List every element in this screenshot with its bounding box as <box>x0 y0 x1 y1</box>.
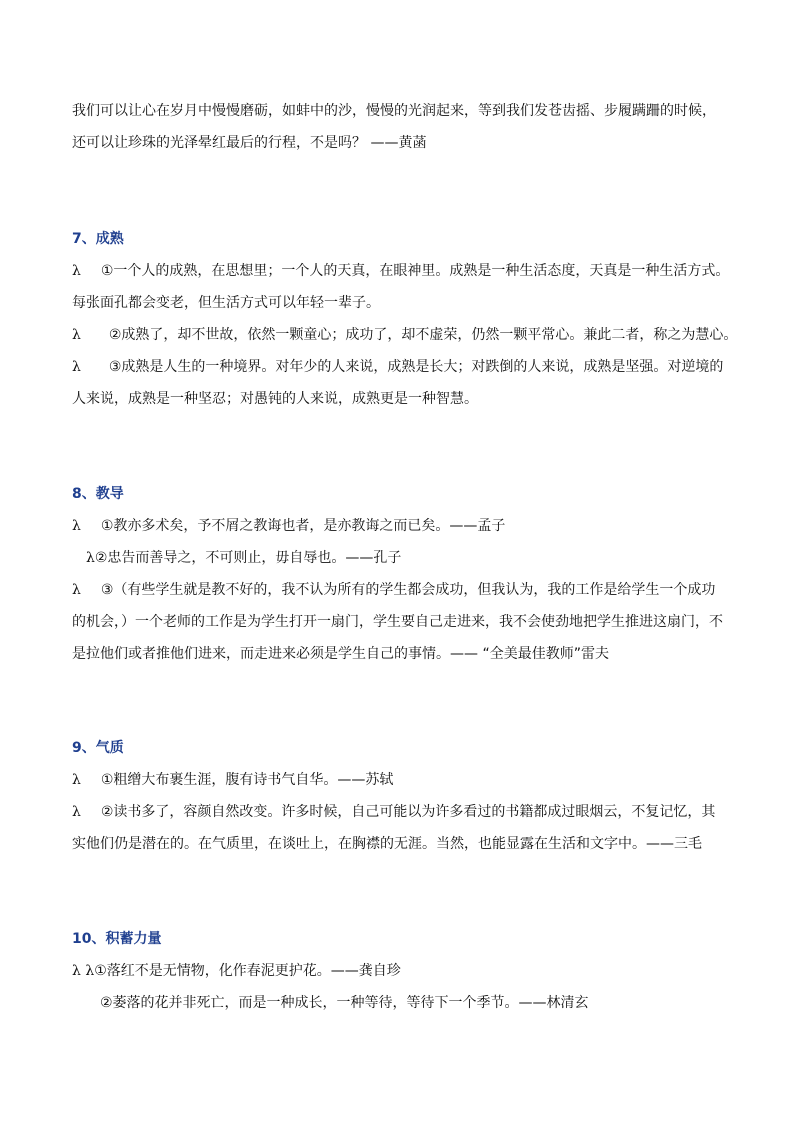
item-continuation: 是拉他们或者推他们进来，而走进来必须是学生自己的事情。—— “全美最佳教师”雷夫 <box>72 646 609 662</box>
item-text: ③成熟是人生的一种境界。对年少的人来说，成熟是长大；对跌倒的人来说，成熟是坚强。对逆境的 <box>108 359 724 375</box>
section-heading-teaching: 8、教导 <box>72 486 124 502</box>
item-continuation: 每张面孔都会变老，但生活方式可以年轻一辈子。 <box>72 295 380 311</box>
bullet-icon: λ <box>72 263 81 279</box>
list-item: ②萎落的花并非死亡，而是一种成长，一种等待，等待下一个季节。——林清玄 <box>100 995 589 1011</box>
bullet-icon: λ <box>86 550 95 566</box>
section-heading-temperament: 9、气质 <box>72 740 124 756</box>
intro-line-1: 我们可以让心在岁月中慢慢磨砺，如蚌中的沙，慢慢的光润起来，等到我们发苍齿摇、步履蹒跚的时候， <box>72 103 716 119</box>
list-item <box>72 325 737 345</box>
item-text: ②成熟了，却不世故，依然一颗童心；成功了，却不虚荣，仍然一颗平常心。兼此二者，称之为慧心。 <box>108 327 738 343</box>
item-text: ①落红不是无情物，化作春泥更护花。——龚自珍 <box>94 963 401 979</box>
item-continuation: 实他们仍是潜在的。在气质里，在谈吐上，在胸襟的无涯。当然，也能显露在生活和文字中。——三毛 <box>72 836 702 852</box>
bullet-icon: λ <box>72 772 81 788</box>
intro-line-2: 还可以让珍珠的光泽晕红最后的行程，不是吗？ ——黄菡 <box>72 135 427 151</box>
item-continuation: 的机会，）一个老师的工作是为学生打开一扇门，学生要自己走进来，我不会使劲地把学生推进这扇门，不 <box>72 614 723 630</box>
list-item <box>72 357 723 377</box>
item-text: ②读书多了，容颜自然改变。许多时候，自己可能以为许多看过的书籍都成过眼烟云，不复记忆，其 <box>100 804 716 820</box>
item-text: ①教亦多术矣，予不屑之教诲也者，是亦教诲之而已矣。——孟子 <box>100 518 506 534</box>
list-item <box>72 580 715 600</box>
bullet-icon: λ λ <box>72 963 95 979</box>
list-item <box>72 961 401 981</box>
bullet-icon: λ <box>72 804 81 820</box>
item-text: ②忠告而善导之，不可则止，毋自辱也。——孔子 <box>94 550 402 566</box>
item-continuation: 人来说，成熟是一种坚忍；对愚钝的人来说，成熟更是一种智慧。 <box>72 391 478 407</box>
bullet-icon: λ <box>72 582 81 598</box>
list-item <box>86 548 401 568</box>
bullet-icon: λ <box>72 359 81 375</box>
item-text: ①粗缯大布裹生涯，腹有诗书气自华。——苏轼 <box>100 772 394 788</box>
list-item <box>72 261 729 281</box>
list-item <box>72 516 505 536</box>
list-item <box>72 770 393 790</box>
section-heading-accumulate-strength: 10、积蓄力量 <box>72 931 162 947</box>
bullet-icon: λ <box>72 327 81 343</box>
item-text: ③（有些学生就是教不好的，我不认为所有的学生都会成功，但我认为，我的工作是给学生一个成功 <box>100 582 716 598</box>
item-text: ①一个人的成熟，在思想里；一个人的天真，在眼神里。成熟是一种生活态度，天真是一种生活方式。 <box>100 263 730 279</box>
section-heading-maturity: 7、成熟 <box>72 231 124 247</box>
bullet-icon: λ <box>72 518 81 534</box>
list-item <box>72 802 715 822</box>
